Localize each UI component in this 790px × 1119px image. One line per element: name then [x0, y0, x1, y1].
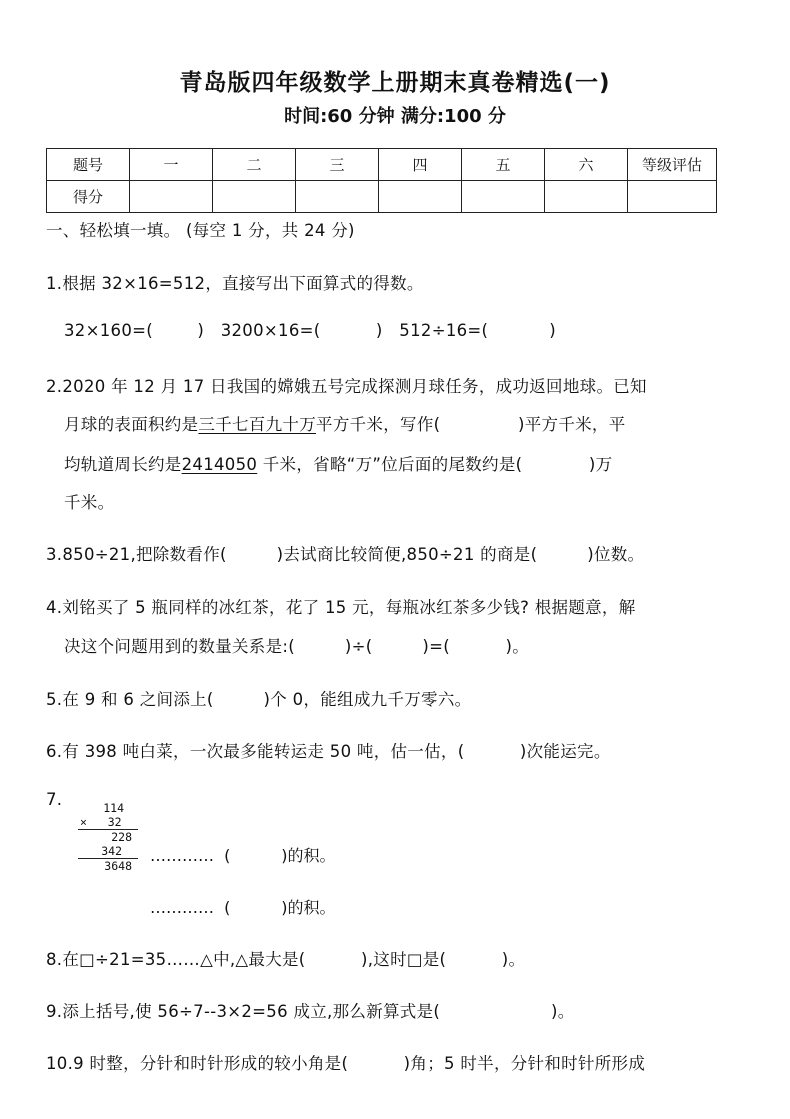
text-span: 月球的表面积约是: [64, 415, 199, 434]
question-6: 6.有 398 吨白菜，一次最多能转运走 50 吨，估一估，( )次能运完。: [46, 742, 611, 761]
page-title: 青岛版四年级数学上册期末真卷精选(一): [179, 70, 611, 96]
question-2-line2: [64, 411, 626, 435]
question-7-blank-1: ………… ( )的积。: [150, 846, 336, 865]
score-table: [46, 148, 717, 213]
header-cell: 等级评估: [628, 149, 717, 181]
header-cell: 二: [213, 149, 296, 181]
score-cell[interactable]: [213, 181, 296, 213]
mult-row: × 32: [78, 815, 138, 830]
vertical-multiplication: [78, 801, 138, 873]
question-4-line1: 4.刘铭买了 5 瓶同样的冰红茶，花了 15 元，每瓶冰红茶多少钱? 根据题意，解: [46, 598, 636, 617]
text-span: 千米，省略“万”位后面的尾数约是( )万: [257, 455, 613, 474]
score-table-header-row: [47, 149, 717, 181]
score-cell[interactable]: [296, 181, 379, 213]
mult-row: 114: [103, 801, 124, 815]
text-span: 平方千米，写作( )平方千米，平: [316, 415, 626, 434]
question-2-line4: 千米。: [64, 493, 115, 512]
question-1: 1.根据 32×16=512，直接写出下面算式的得数。: [46, 274, 424, 293]
mult-row: 342: [78, 844, 138, 859]
score-table-score-row: [47, 181, 717, 213]
header-cell: 三: [296, 149, 379, 181]
question-10: 10.9 时整，分针和时针形成的较小角是( )角；5 时半，分针和时针所形成: [46, 1054, 646, 1073]
score-cell[interactable]: [628, 181, 717, 213]
question-2-line3: [64, 451, 612, 475]
header-cell: 题号: [47, 149, 130, 181]
score-cell[interactable]: [379, 181, 462, 213]
mult-row: 228: [111, 830, 132, 844]
header-cell: 四: [379, 149, 462, 181]
header-cell: 一: [130, 149, 213, 181]
question-9: 9.添上括号,使 56÷7--3×2=56 成立,那么新算式是( )。: [46, 1002, 575, 1021]
score-cell[interactable]: [130, 181, 213, 213]
exam-info: 时间:60 分钟 满分:100 分: [284, 106, 506, 127]
question-1-parts: 32×160=( ) 3200×16=( ) 512÷16=( ): [64, 321, 557, 340]
question-4-line2: 决这个问题用到的数量关系是:( )÷( )=( )。: [64, 637, 529, 656]
question-3: 3.850÷21,把除数看作( )去试商比较简便,850÷21 的商是( )位数。: [46, 545, 645, 564]
row-label: 得分: [47, 181, 130, 213]
question-7-label: 7.: [46, 790, 63, 809]
underlined-number-words: 三千七百九十万: [198, 415, 317, 434]
question-7-blank-2: ………… ( )的积。: [150, 898, 336, 917]
text-span: 均轨道周长约是: [64, 455, 182, 474]
question-8: 8.在□÷21=35……△中,△最大是( ),这时□是( )。: [46, 950, 526, 969]
question-2-line1: 2.2020 年 12 月 17 日我国的嫦娥五号完成探测月球任务，成功返回地球。已知: [46, 377, 647, 396]
underlined-number: 2414050: [181, 455, 258, 474]
score-cell[interactable]: [462, 181, 545, 213]
mult-row: 3648: [104, 859, 132, 873]
header-cell: 五: [462, 149, 545, 181]
question-5: 5.在 9 和 6 之间添上( )个 0，能组成九千万零六。: [46, 690, 472, 709]
header-cell: 六: [545, 149, 628, 181]
score-cell[interactable]: [545, 181, 628, 213]
section-heading: 一、轻松填一填。 (每空 1 分，共 24 分): [46, 221, 355, 240]
